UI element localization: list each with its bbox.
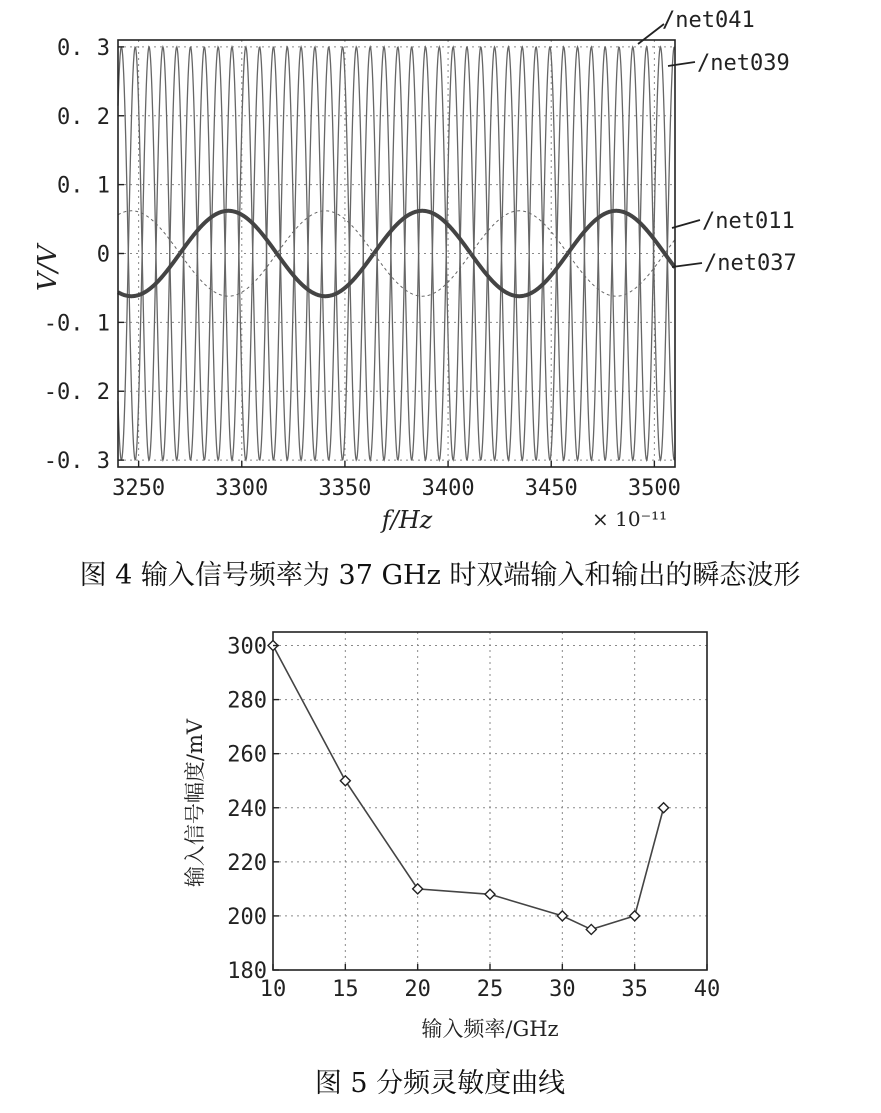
x-tick-label: 35	[621, 977, 648, 1002]
x-tick-label: 3250	[112, 476, 166, 501]
legend-label-net041: /net041	[662, 8, 755, 33]
leader-net037	[672, 263, 702, 267]
series-line-net041	[118, 47, 675, 460]
x-tick-label: 15	[332, 977, 359, 1002]
x-tick-label: 20	[404, 977, 431, 1002]
data-point-marker	[340, 776, 350, 786]
legend-label-net011: /net011	[702, 209, 795, 234]
y-tick-label: -0. 3	[43, 449, 110, 475]
x-tick-label: 3350	[318, 476, 372, 501]
y-tick-label: 200	[227, 904, 267, 930]
y-tick-label: 0. 2	[57, 104, 110, 130]
leader-net041	[638, 24, 664, 44]
y-tick-label: -0. 1	[43, 311, 110, 337]
x-tick-label: 3450	[524, 476, 578, 501]
legend-label-net039: /net039	[697, 51, 790, 76]
x-tick-label: 30	[549, 977, 576, 1002]
x-tick-label: 25	[476, 977, 504, 1002]
data-point-marker	[630, 911, 640, 921]
y-tick-label: 280	[227, 688, 267, 714]
data-point-marker	[413, 884, 423, 894]
figure-5-y-axis-label: 输入信号幅度/mV	[183, 718, 207, 888]
series-line-sensitivity	[273, 646, 664, 930]
x-tick-label: 3400	[421, 476, 475, 501]
figure-4-x-multiplier: × 10⁻¹¹	[592, 507, 668, 531]
x-tick-label: 10	[259, 977, 287, 1002]
y-tick-label: 0. 3	[57, 35, 110, 61]
y-tick-label: 300	[227, 634, 267, 660]
y-tick-label: 180	[227, 959, 267, 984]
y-tick-label: 240	[227, 796, 267, 822]
series-line-net011	[118, 211, 675, 296]
data-point-marker	[557, 911, 567, 921]
x-tick-label: 3500	[627, 476, 681, 501]
x-tick-label: 40	[693, 977, 721, 1002]
figure-5-caption: 图 5 分频灵敏度曲线	[314, 1068, 566, 1099]
series-line-net039	[118, 47, 675, 460]
figure-4-x-axis-label: f/Hz	[381, 506, 433, 534]
figure-5-series-group	[268, 641, 669, 935]
data-point-marker	[586, 924, 596, 934]
figure-4-series-group	[118, 47, 675, 460]
data-point-marker	[485, 889, 495, 899]
leader-net011	[672, 220, 700, 228]
figure-4-y-axis-label: V/V	[33, 244, 63, 292]
y-tick-label: 0	[96, 242, 110, 268]
figure-5-grid	[273, 632, 707, 970]
figure-4-caption: 图 4 输入信号频率为 37 GHz 时双端输入和输出的瞬态波形	[79, 560, 801, 591]
y-tick-label: 0. 1	[57, 173, 110, 199]
figure-5-y-ticks	[227, 635, 279, 984]
data-point-marker	[659, 803, 669, 813]
legend-label-net037: /net037	[704, 251, 797, 276]
figure-5	[183, 632, 720, 1099]
x-tick-label: 3300	[215, 476, 269, 501]
figure-5-x-axis-label: 输入频率/GHz	[421, 1017, 559, 1041]
y-tick-label: -0. 2	[43, 380, 110, 406]
y-tick-label: 260	[227, 742, 267, 768]
figure-4	[33, 8, 800, 591]
y-tick-label: 220	[227, 850, 267, 876]
